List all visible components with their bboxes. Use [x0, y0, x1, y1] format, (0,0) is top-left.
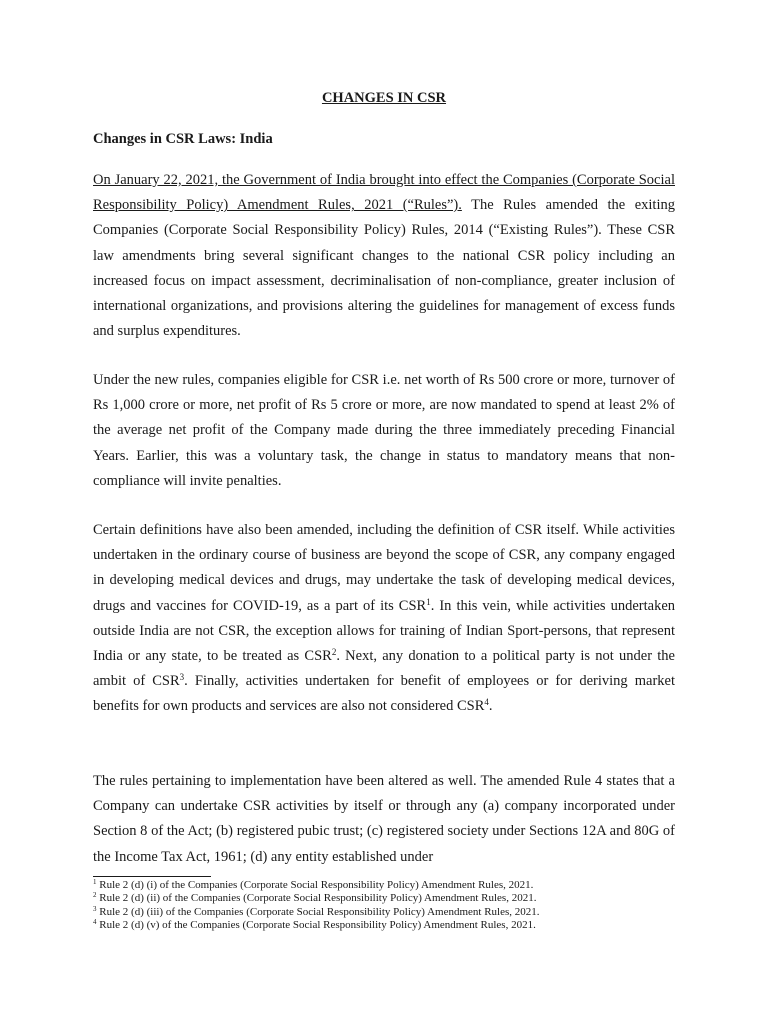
footnote-number: 4 — [93, 917, 97, 926]
definitions-text-3: . Next, any donation to a political party is not under the ambit of CSR — [93, 648, 675, 690]
paragraph-eligibility: Under the new rules, companies eligible for CSR i.e. net worth of Rs 500 crore or more, turnover of Rs 1,000 crore or more, net profit of Rs 5 crore or more, are now mandated to spend at least 2% of the average net profit of the Company made during the three immediately preceding Financial Years. Earlier, this was a voluntary task, the change in status to mandatory means that non-compliance will invite penalties. — [93, 372, 675, 489]
footnote-text: Rule 2 (d) (i) of the Companies (Corporate Social Responsibility Policy) Amendment Rules, 2021. — [96, 879, 534, 891]
document-page — [93, 0, 675, 1024]
footnote-item — [93, 919, 675, 932]
footnote-ref-2: 2 — [331, 647, 337, 658]
footnote-number: 1 — [93, 878, 97, 886]
footnote-item — [93, 892, 675, 905]
document-title: CHANGES IN CSR — [321, 90, 447, 106]
definitions-text-4: . Finally, activities undertaken for benefit of employees or for deriving market benefits for own products and services are also not considered CSR — [93, 673, 675, 715]
paragraph-definitions — [93, 518, 675, 720]
footnote-number: 2 — [93, 891, 97, 900]
footnote-item — [93, 906, 675, 919]
footnote-ref-3: 3 — [179, 672, 185, 683]
definitions-text-2: . In this vein, while activities undertaken outside India are not CSR, the exception allows for training of Indian Sport-persons, that represent India or any state, to be treated as CSR — [93, 597, 676, 665]
paragraph-rules-intro-body: The Rules amended the exiting Companies (Corporate Social Responsibility Policy) Rules, 2014 (“Existing Rules”). These CSR law amendments bring several significant changes to the national CSR policy including an increased focus on impact assessment, decriminalisation of non-compliance, greater inclusion of international organizations, and provisions altering the guidelines for management of excess funds and surplus expenditures. — [93, 197, 675, 340]
footnote-text: Rule 2 (d) (iii) of the Companies (Corporate Social Responsibility Policy) Amendment Rules, 2021. — [96, 905, 540, 918]
definitions-text-5: . — [488, 698, 493, 715]
footnote-ref-1: 1 — [426, 596, 431, 607]
footnotes-list — [93, 879, 675, 932]
footnote-text: Rule 2 (d) (v) of the Companies (Corporate Social Responsibility Policy) Amendment Rules, 2021. — [96, 918, 536, 931]
underlined-lead-sentence: On January 22, 2021, the Government of India brought into effect the Companies (Corporate Social Responsibility Policy) Amendment Rules, 2021 (“Rules”). — [93, 172, 675, 214]
footnote-text: Rule 2 (d) (ii) of the Companies (Corporate Social Responsibility Policy) Amendment Rules, 2021. — [96, 892, 537, 905]
footnote-item — [93, 879, 675, 892]
footnote-separator — [93, 876, 211, 877]
section-heading: Changes in CSR Laws: India — [93, 131, 273, 147]
definitions-text-1: Certain definitions have also been amended, including the definition of CSR itself. While activities undertaken in the ordinary course of business are beyond the scope of CSR, any company engaged in developing medical devices and drugs, may undertake the task of developing medical devices, drugs and vaccines for COVID-19, as a part of its CSR — [93, 522, 675, 614]
paragraph-rules-intro — [93, 168, 675, 344]
footnote-ref-4: 4 — [484, 697, 489, 708]
footnote-number: 3 — [93, 904, 97, 913]
paragraph-implementation: The rules pertaining to implementation have been altered as well. The amended Rule 4 states that a Company can undertake CSR activities by itself or through any (a) company incorporated under Section 8 of the Act; (b) registered pubic trust; (c) registered society under Sections 12A and 80G of the Income Tax Act, 1961; (d) any entity established under — [93, 773, 675, 865]
